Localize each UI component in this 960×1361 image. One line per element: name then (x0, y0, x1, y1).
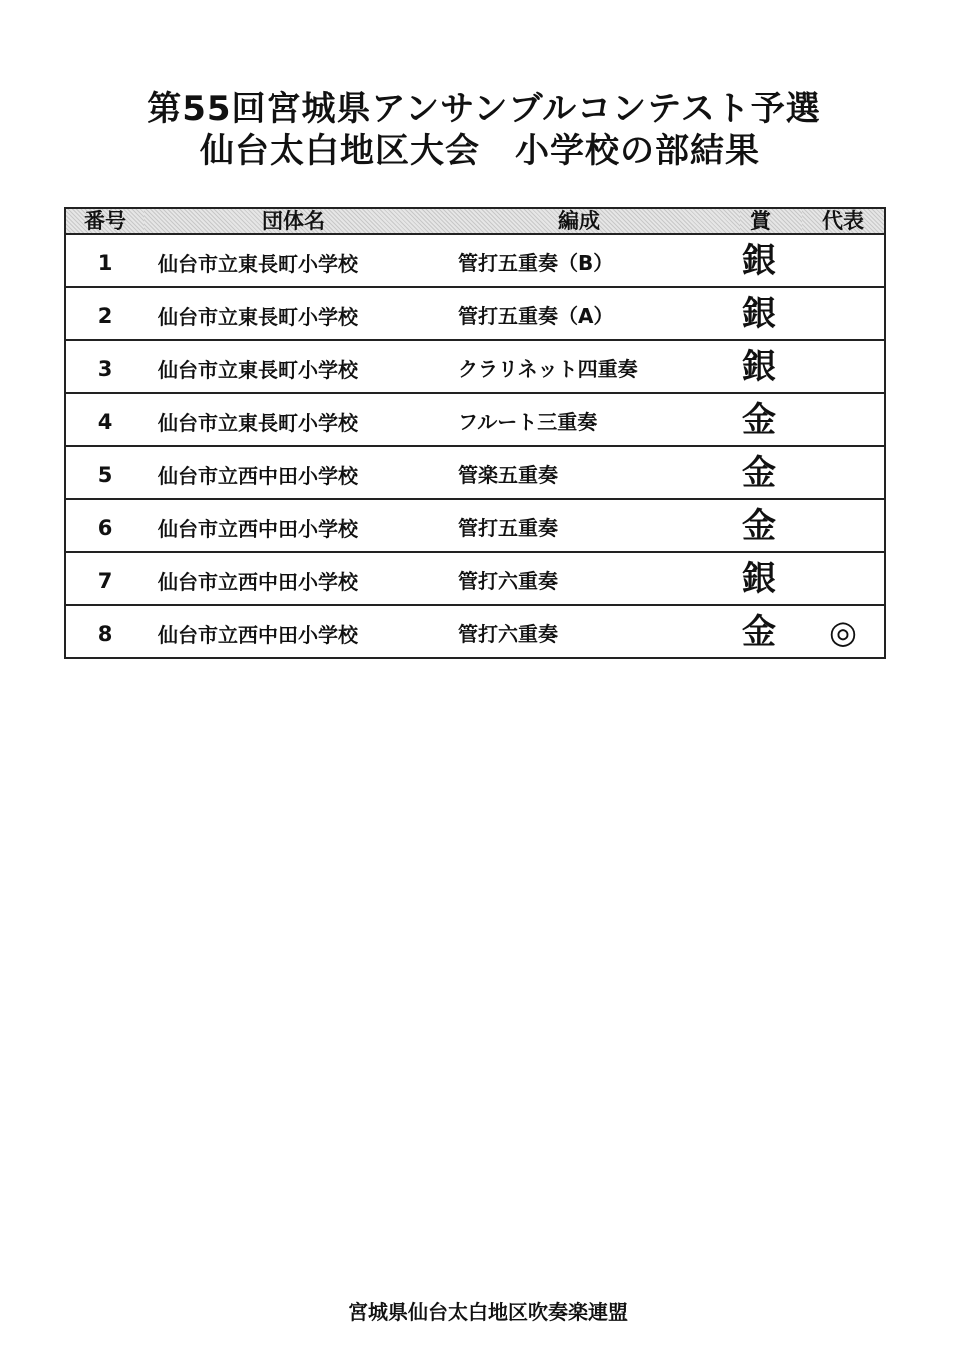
table-row (65, 552, 885, 605)
header-group: 団体名 (144, 208, 458, 234)
row-number: 6 (65, 499, 144, 552)
row-group: 仙台市立東長町小学校 (144, 393, 458, 446)
row-group: 仙台市立東長町小学校 (144, 287, 458, 340)
document-title (0, 88, 960, 172)
row-number: 2 (65, 287, 144, 340)
header-number: 番号 (65, 208, 144, 234)
table-row (65, 287, 885, 340)
row-number: 5 (65, 446, 144, 499)
row-representative (802, 446, 885, 499)
table-header-row (65, 208, 885, 234)
representative-mark-icon: ◎ (802, 605, 885, 658)
footer-organization: 宮城県仙台太白地区吹奏楽連盟 (348, 1300, 628, 1324)
row-representative (802, 287, 885, 340)
row-number: 7 (65, 552, 144, 605)
row-prize: 金 (740, 499, 802, 552)
row-prize: 金 (740, 393, 802, 446)
row-group: 仙台市立西中田小学校 (144, 446, 458, 499)
row-number: 3 (65, 340, 144, 393)
table-row (65, 234, 885, 287)
title-line-2: 仙台太白地区大会 小学校の部結果 (200, 131, 760, 171)
row-representative (802, 340, 885, 393)
row-formation: 管楽五重奏 (458, 446, 740, 499)
row-representative (802, 552, 885, 605)
header-formation: 編成 (458, 208, 740, 234)
row-formation: 管打六重奏 (458, 552, 740, 605)
table-row (65, 605, 885, 658)
row-representative (802, 393, 885, 446)
row-formation: フルート三重奏 (458, 393, 740, 446)
title-line-1: 第55回宮城県アンサンブルコンテスト予選 (147, 89, 821, 129)
row-number: 8 (65, 605, 144, 658)
row-formation: クラリネット四重奏 (458, 340, 740, 393)
row-prize: 銀 (740, 234, 802, 287)
row-number: 1 (65, 234, 144, 287)
header-prize: 賞 (740, 208, 802, 234)
row-prize: 銀 (740, 340, 802, 393)
row-group: 仙台市立西中田小学校 (144, 499, 458, 552)
table-row (65, 340, 885, 393)
results-table (64, 207, 886, 659)
row-group: 仙台市立東長町小学校 (144, 340, 458, 393)
row-formation: 管打六重奏 (458, 605, 740, 658)
row-formation: 管打五重奏（A） (458, 287, 740, 340)
row-formation: 管打五重奏（B） (458, 234, 740, 287)
row-prize: 金 (740, 605, 802, 658)
row-representative (802, 234, 885, 287)
table-row (65, 446, 885, 499)
table-row (65, 499, 885, 552)
header-representative: 代表 (802, 208, 885, 234)
table-row (65, 393, 885, 446)
row-prize: 銀 (740, 552, 802, 605)
row-prize: 銀 (740, 287, 802, 340)
row-group: 仙台市立東長町小学校 (144, 234, 458, 287)
row-prize: 金 (740, 446, 802, 499)
row-group: 仙台市立西中田小学校 (144, 605, 458, 658)
row-number: 4 (65, 393, 144, 446)
row-representative (802, 499, 885, 552)
row-group: 仙台市立西中田小学校 (144, 552, 458, 605)
row-formation: 管打五重奏 (458, 499, 740, 552)
